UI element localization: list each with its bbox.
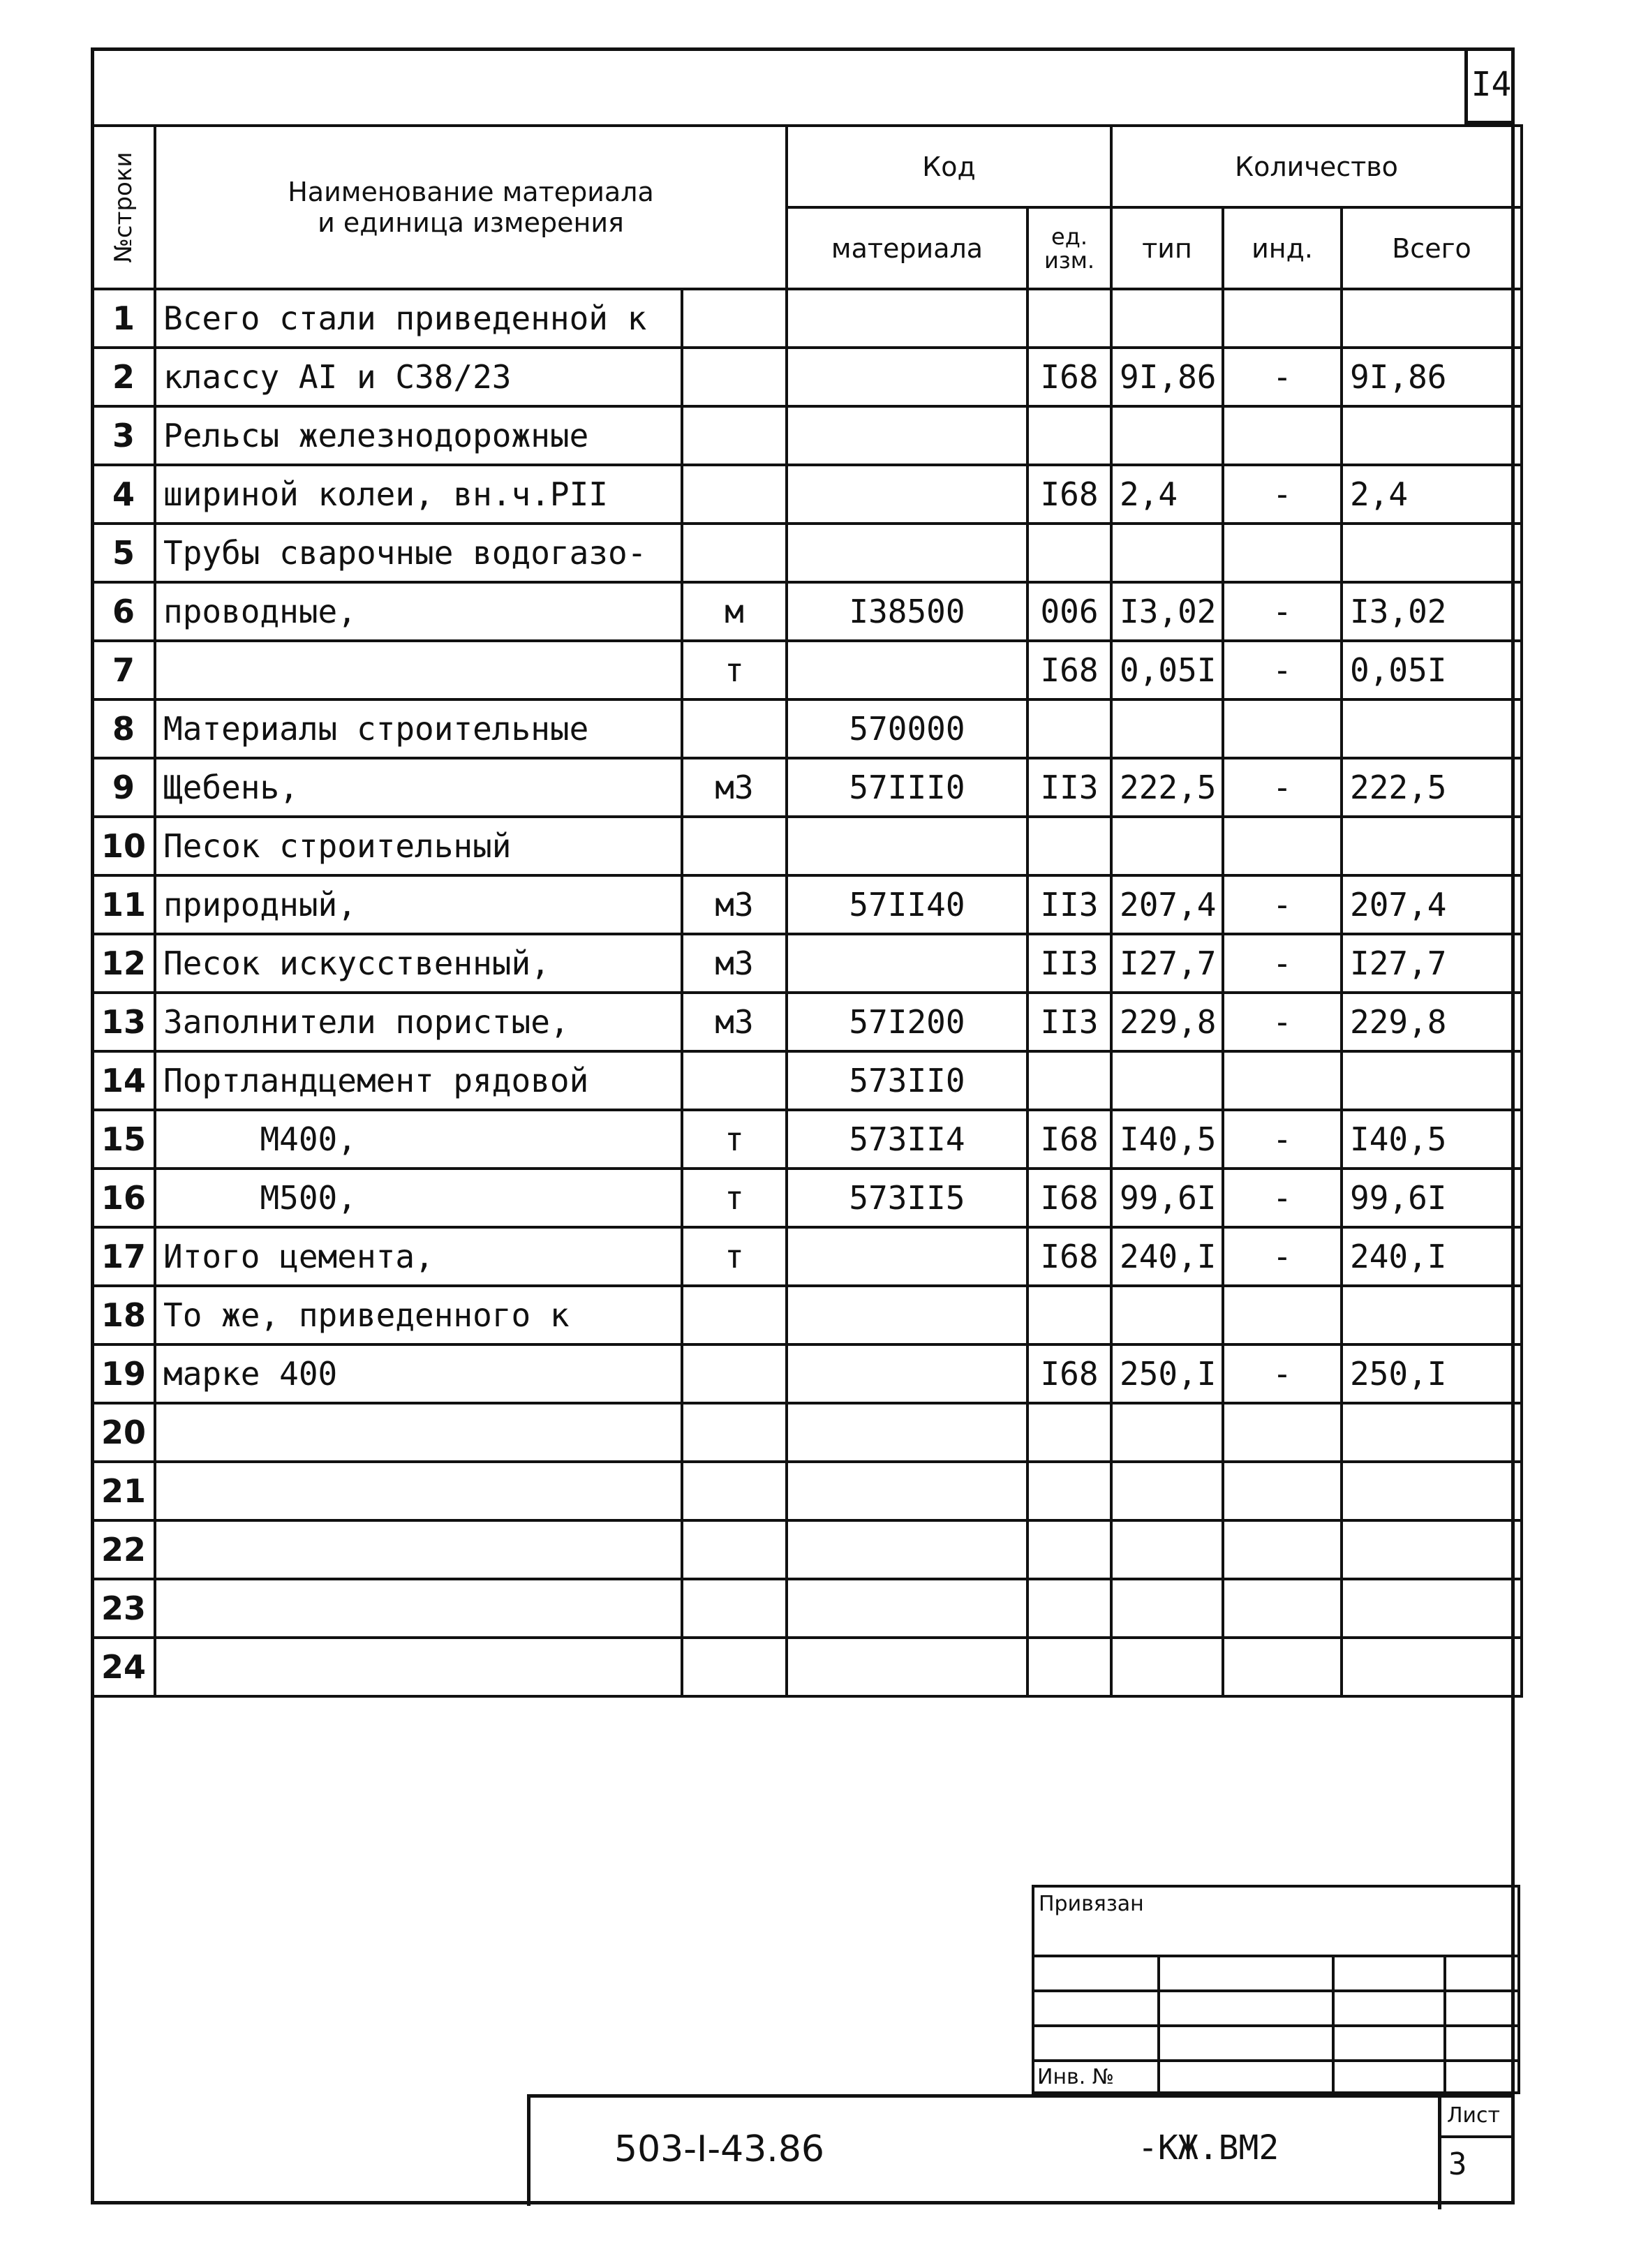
qty-ind: - bbox=[1223, 934, 1342, 993]
qty-total bbox=[1342, 1579, 1522, 1638]
material-name bbox=[155, 1520, 682, 1579]
qty-total bbox=[1342, 1286, 1522, 1344]
material-name: классу AI и C38/23 bbox=[155, 348, 682, 406]
unit bbox=[682, 1638, 787, 1696]
row-number: 5 bbox=[92, 524, 155, 582]
unit-code: I68 bbox=[1027, 1344, 1111, 1403]
qty-ind: - bbox=[1223, 465, 1342, 524]
unit: м3 bbox=[682, 993, 787, 1051]
material-name: природный, bbox=[155, 875, 682, 934]
material-name bbox=[155, 1579, 682, 1638]
qty-ind: - bbox=[1223, 582, 1342, 641]
qty-type bbox=[1111, 1051, 1223, 1110]
unit-code: I68 bbox=[1027, 1169, 1111, 1227]
material-code bbox=[787, 1462, 1027, 1520]
row-number: 1 bbox=[92, 289, 155, 348]
row-number: 3 bbox=[92, 406, 155, 465]
unit: т bbox=[682, 1169, 787, 1227]
material-code: 570000 bbox=[787, 699, 1027, 758]
header-qty-total: Всего bbox=[1342, 207, 1522, 289]
qty-total bbox=[1342, 524, 1522, 582]
qty-type bbox=[1111, 1403, 1223, 1462]
unit bbox=[682, 699, 787, 758]
header-name: Наименование материала и единица измерения bbox=[155, 126, 787, 289]
qty-type bbox=[1111, 1520, 1223, 1579]
material-code: 57I200 bbox=[787, 993, 1027, 1051]
material-name bbox=[155, 1638, 682, 1696]
page-sheet-number: I4 bbox=[1464, 47, 1515, 124]
qty-total: 207,4 bbox=[1342, 875, 1522, 934]
unit-code bbox=[1027, 1462, 1111, 1520]
unit-code: II3 bbox=[1027, 934, 1111, 993]
material-name: марке 400 bbox=[155, 1344, 682, 1403]
qty-ind: - bbox=[1223, 641, 1342, 699]
qty-ind bbox=[1223, 1462, 1342, 1520]
table-row bbox=[92, 1286, 1522, 1344]
table-row bbox=[92, 406, 1522, 465]
material-name: Итого цемента, bbox=[155, 1227, 682, 1286]
qty-total bbox=[1342, 1638, 1522, 1696]
qty-ind: - bbox=[1223, 993, 1342, 1051]
qty-type: 2,4 bbox=[1111, 465, 1223, 524]
row-number: 11 bbox=[92, 875, 155, 934]
qty-total: 9I,86 bbox=[1342, 348, 1522, 406]
material-code: 57III0 bbox=[787, 758, 1027, 817]
unit-code bbox=[1027, 406, 1111, 465]
qty-type: 99,6I bbox=[1111, 1169, 1223, 1227]
header-code-material: материала bbox=[787, 207, 1027, 289]
material-code bbox=[787, 465, 1027, 524]
qty-type: 222,5 bbox=[1111, 758, 1223, 817]
qty-ind bbox=[1223, 406, 1342, 465]
unit-code: II3 bbox=[1027, 993, 1111, 1051]
qty-total bbox=[1342, 289, 1522, 348]
linked-label: Привязан bbox=[1039, 1892, 1144, 1916]
unit bbox=[682, 465, 787, 524]
header-row-number: №строки bbox=[92, 126, 155, 289]
row-number: 14 bbox=[92, 1051, 155, 1110]
unit-code: I68 bbox=[1027, 641, 1111, 699]
qty-total bbox=[1342, 1403, 1522, 1462]
row-number: 18 bbox=[92, 1286, 155, 1344]
unit-code: I68 bbox=[1027, 1110, 1111, 1169]
header-qty-ind: инд. bbox=[1223, 207, 1342, 289]
stamp bbox=[527, 2094, 1515, 2206]
material-code bbox=[787, 1579, 1027, 1638]
row-number: 2 bbox=[92, 348, 155, 406]
qty-total bbox=[1342, 817, 1522, 875]
header-code-unit: ед. изм. bbox=[1027, 207, 1111, 289]
unit-code bbox=[1027, 817, 1111, 875]
unit-code: I68 bbox=[1027, 465, 1111, 524]
row-number: 17 bbox=[92, 1227, 155, 1286]
material-name bbox=[155, 641, 682, 699]
table-row bbox=[92, 875, 1522, 934]
qty-type: 229,8 bbox=[1111, 993, 1223, 1051]
qty-ind bbox=[1223, 1638, 1342, 1696]
qty-ind bbox=[1223, 524, 1342, 582]
qty-type: 207,4 bbox=[1111, 875, 1223, 934]
unit-code: II3 bbox=[1027, 875, 1111, 934]
qty-ind bbox=[1223, 699, 1342, 758]
doc-number: 503-I-43.86 bbox=[614, 2128, 824, 2170]
qty-total bbox=[1342, 699, 1522, 758]
qty-total: I27,7 bbox=[1342, 934, 1522, 993]
material-name: Заполнители пористые, bbox=[155, 993, 682, 1051]
material-code bbox=[787, 1286, 1027, 1344]
qty-type bbox=[1111, 1579, 1223, 1638]
unit-code bbox=[1027, 1638, 1111, 1696]
qty-type bbox=[1111, 1462, 1223, 1520]
table-row bbox=[92, 524, 1522, 582]
material-code: 57II40 bbox=[787, 875, 1027, 934]
row-number: 13 bbox=[92, 993, 155, 1051]
material-name: M400, bbox=[155, 1110, 682, 1169]
qty-ind: - bbox=[1223, 758, 1342, 817]
unit-code bbox=[1027, 1403, 1111, 1462]
table-row bbox=[92, 699, 1522, 758]
table-row bbox=[92, 1169, 1522, 1227]
qty-ind bbox=[1223, 289, 1342, 348]
unit bbox=[682, 1051, 787, 1110]
unit bbox=[682, 406, 787, 465]
unit bbox=[682, 1344, 787, 1403]
qty-total: 99,6I bbox=[1342, 1169, 1522, 1227]
header-quantity: Количество bbox=[1111, 126, 1522, 207]
unit bbox=[682, 1462, 787, 1520]
table-row bbox=[92, 289, 1522, 348]
row-number: 7 bbox=[92, 641, 155, 699]
qty-type: 0,05I bbox=[1111, 641, 1223, 699]
table-row bbox=[92, 817, 1522, 875]
qty-total bbox=[1342, 1462, 1522, 1520]
row-number: 9 bbox=[92, 758, 155, 817]
material-code bbox=[787, 1403, 1027, 1462]
material-code: I38500 bbox=[787, 582, 1027, 641]
unit bbox=[682, 1520, 787, 1579]
material-name bbox=[155, 1403, 682, 1462]
material-name: Всего стали приведенной к bbox=[155, 289, 682, 348]
qty-total bbox=[1342, 406, 1522, 465]
inv-label: Инв. № bbox=[1037, 2065, 1115, 2089]
material-name: Щебень, bbox=[155, 758, 682, 817]
qty-total: 2,4 bbox=[1342, 465, 1522, 524]
material-name: проводные, bbox=[155, 582, 682, 641]
table-row bbox=[92, 1227, 1522, 1286]
qty-ind bbox=[1223, 1579, 1342, 1638]
table-row bbox=[92, 1051, 1522, 1110]
unit: т bbox=[682, 1227, 787, 1286]
unit-code bbox=[1027, 524, 1111, 582]
qty-total bbox=[1342, 1520, 1522, 1579]
unit: м3 bbox=[682, 875, 787, 934]
material-code bbox=[787, 289, 1027, 348]
qty-ind bbox=[1223, 1520, 1342, 1579]
row-number: 20 bbox=[92, 1403, 155, 1462]
qty-ind: - bbox=[1223, 1344, 1342, 1403]
unit bbox=[682, 348, 787, 406]
table-row bbox=[92, 1579, 1522, 1638]
qty-total: 222,5 bbox=[1342, 758, 1522, 817]
qty-type bbox=[1111, 524, 1223, 582]
unit-code: 006 bbox=[1027, 582, 1111, 641]
qty-type: 240,I bbox=[1111, 1227, 1223, 1286]
qty-type: I40,5 bbox=[1111, 1110, 1223, 1169]
unit bbox=[682, 289, 787, 348]
unit: т bbox=[682, 641, 787, 699]
unit-code: I68 bbox=[1027, 1227, 1111, 1286]
table-row bbox=[92, 1403, 1522, 1462]
qty-ind: - bbox=[1223, 1227, 1342, 1286]
qty-type: I3,02 bbox=[1111, 582, 1223, 641]
material-code: 573II4 bbox=[787, 1110, 1027, 1169]
qty-total bbox=[1342, 1051, 1522, 1110]
row-number: 4 bbox=[92, 465, 155, 524]
table-row bbox=[92, 993, 1522, 1051]
material-name: M500, bbox=[155, 1169, 682, 1227]
qty-ind bbox=[1223, 1051, 1342, 1110]
row-number: 15 bbox=[92, 1110, 155, 1169]
unit-code bbox=[1027, 1579, 1111, 1638]
title-block bbox=[1032, 1885, 1520, 2094]
material-code bbox=[787, 406, 1027, 465]
qty-total: I3,02 bbox=[1342, 582, 1522, 641]
qty-total: I40,5 bbox=[1342, 1110, 1522, 1169]
unit-code bbox=[1027, 699, 1111, 758]
row-number: 16 bbox=[92, 1169, 155, 1227]
qty-ind: - bbox=[1223, 1110, 1342, 1169]
material-name: То же, приведенного к bbox=[155, 1286, 682, 1344]
qty-total: 250,I bbox=[1342, 1344, 1522, 1403]
unit: т bbox=[682, 1110, 787, 1169]
table-row bbox=[92, 465, 1522, 524]
material-code bbox=[787, 348, 1027, 406]
table-row bbox=[92, 934, 1522, 993]
table-row bbox=[92, 1110, 1522, 1169]
material-name: Песок искусственный, bbox=[155, 934, 682, 993]
unit: м3 bbox=[682, 758, 787, 817]
qty-type bbox=[1111, 406, 1223, 465]
row-number: 10 bbox=[92, 817, 155, 875]
unit-code bbox=[1027, 1286, 1111, 1344]
qty-type bbox=[1111, 1286, 1223, 1344]
unit: м3 bbox=[682, 934, 787, 993]
qty-type: 9I,86 bbox=[1111, 348, 1223, 406]
row-number: 6 bbox=[92, 582, 155, 641]
header-qty-type: тип bbox=[1111, 207, 1223, 289]
material-code bbox=[787, 641, 1027, 699]
qty-ind: - bbox=[1223, 1169, 1342, 1227]
qty-type bbox=[1111, 289, 1223, 348]
qty-type bbox=[1111, 1638, 1223, 1696]
material-code bbox=[787, 1344, 1027, 1403]
row-number: 12 bbox=[92, 934, 155, 993]
material-code: 573II0 bbox=[787, 1051, 1027, 1110]
material-code bbox=[787, 1227, 1027, 1286]
qty-ind: - bbox=[1223, 348, 1342, 406]
table-row bbox=[92, 1344, 1522, 1403]
qty-type bbox=[1111, 817, 1223, 875]
qty-total: 0,05I bbox=[1342, 641, 1522, 699]
unit bbox=[682, 1403, 787, 1462]
materials-table bbox=[91, 124, 1523, 1698]
row-number: 24 bbox=[92, 1638, 155, 1696]
table-row bbox=[92, 1462, 1522, 1520]
table-row bbox=[92, 348, 1522, 406]
unit bbox=[682, 1286, 787, 1344]
doc-code: -КЖ.ВМ2 bbox=[1138, 2128, 1279, 2167]
unit-code bbox=[1027, 289, 1111, 348]
table-row bbox=[92, 758, 1522, 817]
material-name: шириной колеи, вн.ч.PII bbox=[155, 465, 682, 524]
qty-ind: - bbox=[1223, 875, 1342, 934]
qty-ind bbox=[1223, 1403, 1342, 1462]
unit-code bbox=[1027, 1520, 1111, 1579]
row-number: 22 bbox=[92, 1520, 155, 1579]
qty-type: 250,I bbox=[1111, 1344, 1223, 1403]
row-number: 21 bbox=[92, 1462, 155, 1520]
material-name: Рельсы железнодорожные bbox=[155, 406, 682, 465]
sheet-cell bbox=[1438, 2098, 1515, 2209]
unit bbox=[682, 524, 787, 582]
material-code bbox=[787, 1520, 1027, 1579]
material-code bbox=[787, 1638, 1027, 1696]
unit-code: II3 bbox=[1027, 758, 1111, 817]
material-code bbox=[787, 524, 1027, 582]
unit bbox=[682, 817, 787, 875]
qty-total: 229,8 bbox=[1342, 993, 1522, 1051]
material-name: Песок строительный bbox=[155, 817, 682, 875]
material-name: Портландцемент рядовой bbox=[155, 1051, 682, 1110]
material-code bbox=[787, 817, 1027, 875]
unit-code: I68 bbox=[1027, 348, 1111, 406]
sheet-value: 3 bbox=[1448, 2147, 1467, 2182]
material-code: 573II5 bbox=[787, 1169, 1027, 1227]
header-code: Код bbox=[787, 126, 1111, 207]
table-row bbox=[92, 582, 1522, 641]
unit: м bbox=[682, 582, 787, 641]
table-row bbox=[92, 641, 1522, 699]
row-number: 8 bbox=[92, 699, 155, 758]
row-number: 19 bbox=[92, 1344, 155, 1403]
qty-total: 240,I bbox=[1342, 1227, 1522, 1286]
row-number: 23 bbox=[92, 1579, 155, 1638]
table-row bbox=[92, 1520, 1522, 1579]
material-name bbox=[155, 1462, 682, 1520]
material-name: Материалы строительные bbox=[155, 699, 682, 758]
unit-code bbox=[1027, 1051, 1111, 1110]
sheet-label: Лист bbox=[1447, 2103, 1501, 2128]
material-code bbox=[787, 934, 1027, 993]
qty-type: I27,7 bbox=[1111, 934, 1223, 993]
material-name: Трубы сварочные водогазо- bbox=[155, 524, 682, 582]
table-row bbox=[92, 1638, 1522, 1696]
qty-ind bbox=[1223, 1286, 1342, 1344]
qty-ind bbox=[1223, 817, 1342, 875]
unit bbox=[682, 1579, 787, 1638]
qty-type bbox=[1111, 699, 1223, 758]
